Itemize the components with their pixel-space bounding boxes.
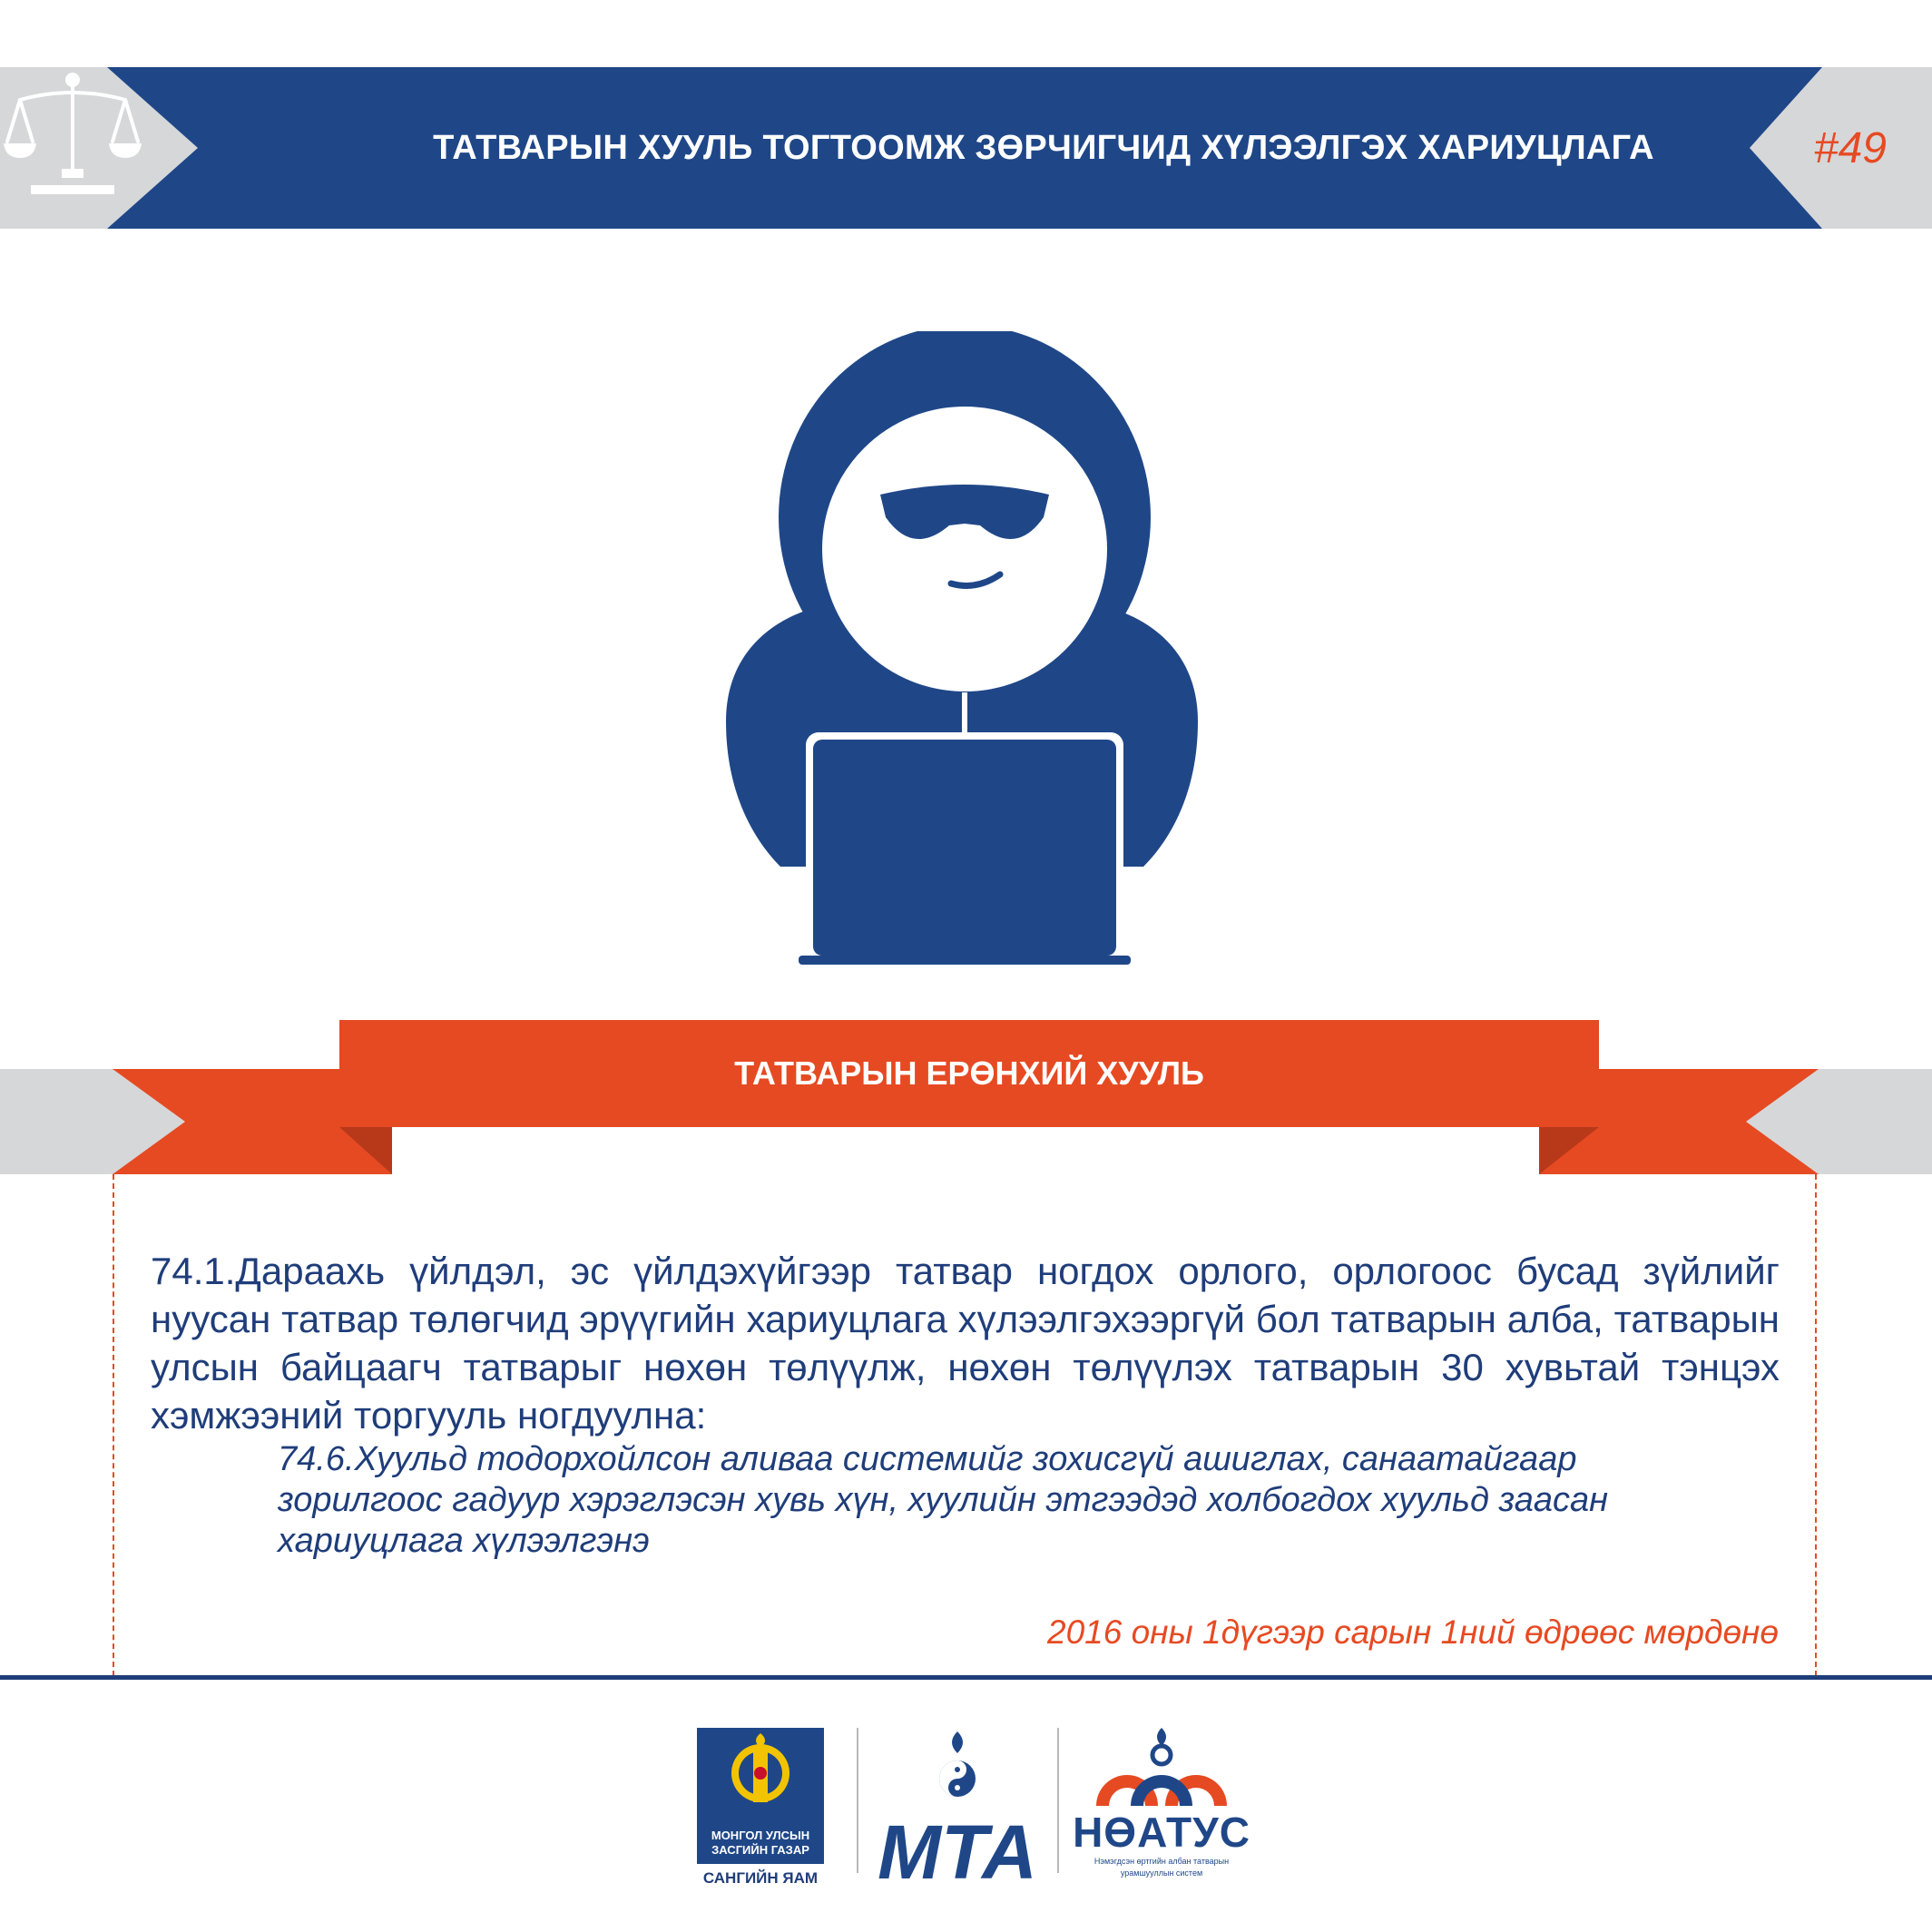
page-title: ТАТВАРЫН ХУУЛЬ ТОГТООМЖ ЗӨРЧИГЧИД ХҮЛЭЭЛГЭХ ХАРИУЦЛАГА — [433, 128, 1654, 167]
issue-number: #49 — [1813, 123, 1887, 172]
noatus-tagline-2: урамшууллын систем — [1120, 1868, 1203, 1878]
mta-name: MTA — [878, 1809, 1037, 1888]
main-article-text: 74.1.Дараахь үйлдэл, эс үйлдэхүйгээр татвар ногдох орлого, орлогоос бусад зүйлийг нуусан татвар төлөгчид эрүүгийн хариуцлага хүлээлгэхээргүй бол татварын алба, татварын улсын байцаагч татварыг нөхөн төлүүлж, нөхөн төлүүлэх татварын 30 хувьтай тэнцэх хэмжээний торгууль ногдуулна: — [151, 1250, 1780, 1437]
law-title: ТАТВАРЫН ЕРӨНХИЙ ХУУЛЬ — [734, 1054, 1204, 1092]
noatus-tagline-1: Нэмэгдсэн өртгийн албан татварын — [1093, 1857, 1230, 1866]
footer-logos — [690, 1715, 1252, 1897]
mta-logo — [876, 1724, 1039, 1888]
noatus-logo — [1071, 1724, 1252, 1897]
footer-divider-line — [0, 1675, 1932, 1680]
logo-divider — [857, 1728, 858, 1873]
mof-line-2: ЗАСГИЙН ГАЗАР — [711, 1843, 809, 1857]
ministry-name: САНГИЙН ЯАМ — [702, 1869, 819, 1887]
law-content-box — [113, 1174, 1817, 1676]
law-ribbon — [0, 1020, 1932, 1174]
soyombo-emblem-icon — [697, 1728, 824, 1826]
hooded-hacker-with-laptop-icon — [708, 331, 1216, 966]
effective-date-note: 2016 оны 1дүгээр сарын 1ний өдрөөс мөрдөнө — [1047, 1613, 1779, 1651]
ministry-of-finance-logo — [697, 1728, 824, 1864]
scales-of-justice-icon — [0, 67, 145, 203]
sub-article-text: 74.6.Хуульд тодорхойлсон аливаа системийг зохисгүй ашиглах, санаатайгаар зорилгоос гадуур хэрэглэсэн хувь хүн, хуулийн этгээдэд холбогдох хуульд заасан хариуцлага хүлээлгэнэ — [278, 1440, 1609, 1560]
mof-line-1: МОНГОЛ УЛСЫН — [711, 1829, 810, 1842]
header-banner — [0, 67, 1932, 229]
logo-divider — [1057, 1728, 1059, 1873]
noatus-name: НӨАТУС — [1073, 1809, 1250, 1856]
noatus-emblem-icon — [1071, 1724, 1252, 1808]
